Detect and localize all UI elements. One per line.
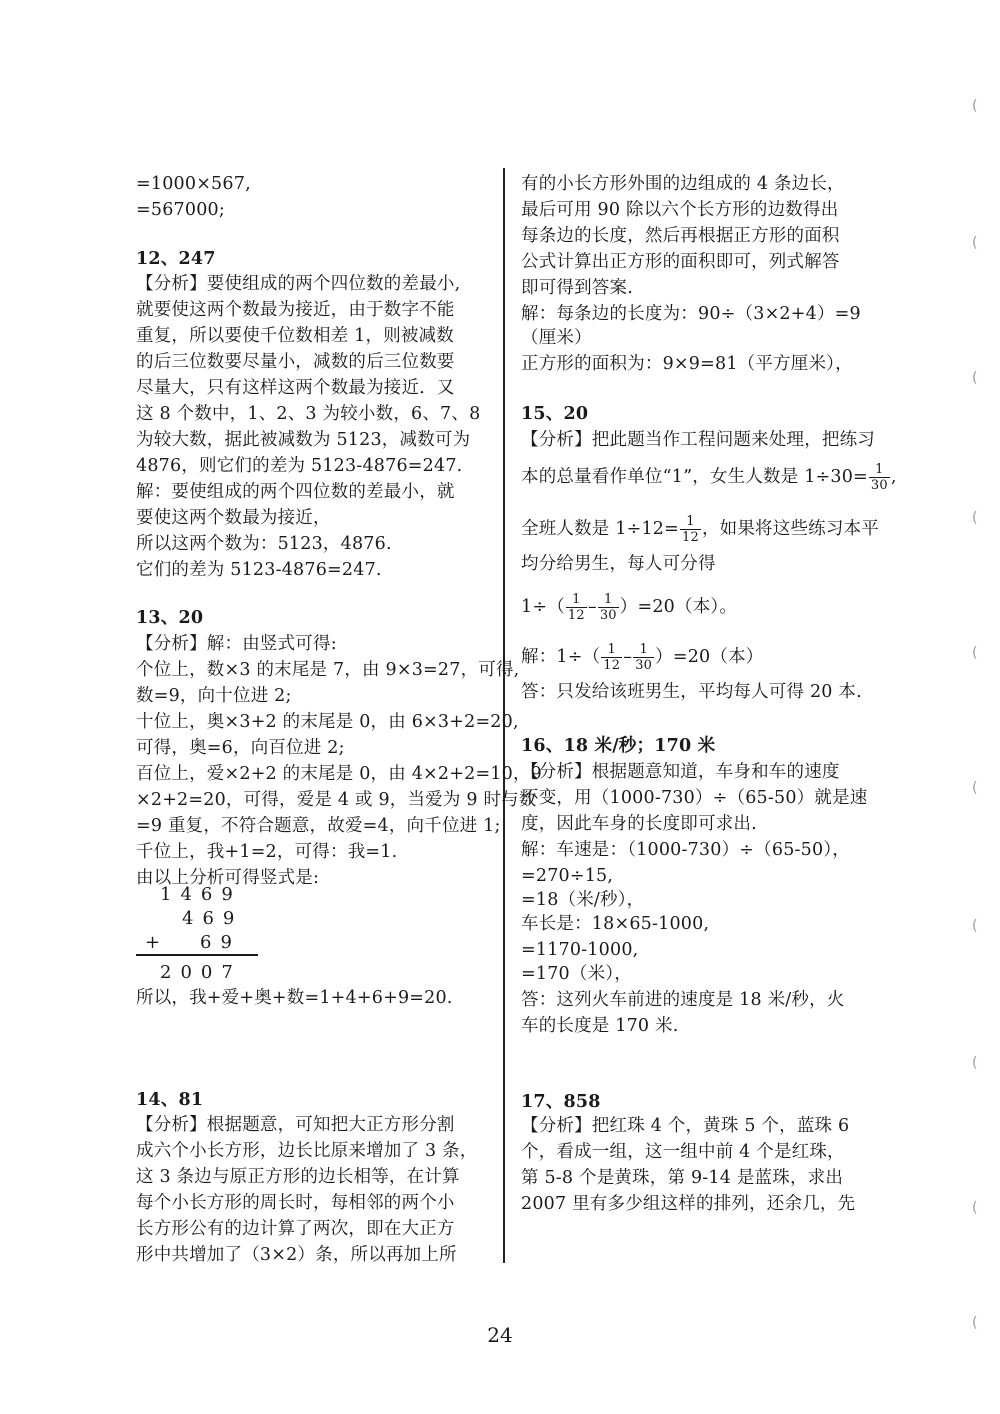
- text-line: 【分析】把红珠 4 个，黄珠 5 个，蓝珠 6: [521, 1116, 850, 1136]
- text-line: 不变，用（1000-730）÷（65-50）就是速: [521, 788, 868, 808]
- text-line: 可得，奥=6，向百位进 2;: [136, 738, 345, 758]
- fraction: $\frac{1}{30}$: [599, 592, 617, 623]
- problem-heading: 15、20: [521, 404, 589, 424]
- text-line: 最后可用 90 除以六个长方形的边数得出: [521, 200, 839, 220]
- text-line: 为较大数，据此被减数为 5123，减数可为: [136, 430, 471, 450]
- binder-mark-icon: (: [972, 645, 978, 661]
- binder-mark-icon: (: [972, 370, 978, 386]
- formula-line: 1÷（ $\frac{1}{12}$ – $\frac{1}{30}$ ）=20（本）。: [521, 592, 738, 623]
- text-line: 【分析】解：由竖式可得:: [136, 634, 337, 654]
- fraction: $\frac{1}{12}$: [682, 514, 699, 545]
- text-line: 尽量大，只有这样这两个数最为接近．又: [136, 378, 455, 398]
- vertical-calc-line: [136, 954, 258, 956]
- text-line: 数=9，向十位进 2;: [136, 686, 292, 706]
- text-line: 答：只发给该班男生，平均每人可得 20 本.: [521, 682, 862, 702]
- binder-mark-icon: (: [972, 510, 978, 526]
- problem-heading: 16、18 米/秒；170 米: [521, 736, 716, 756]
- binder-mark-icon: (: [972, 780, 978, 796]
- vertical-calc-row: 469: [182, 908, 244, 929]
- vertical-calc-row: 69: [200, 932, 241, 953]
- text-line: =170（米），: [521, 964, 632, 984]
- text-line: 这 3 条边与原正方形的边长相等，在计算: [136, 1167, 460, 1187]
- vertical-calc-sign: +: [145, 932, 170, 953]
- binder-mark-icon: (: [972, 235, 978, 251]
- text-line: 个，看成一组，这一组中前 4 个是红珠，: [521, 1142, 845, 1162]
- text-line: 要使这两个数最为接近，: [136, 508, 331, 528]
- text-line: 车长是：18×65-1000,: [521, 914, 710, 934]
- text-line: 正方形的面积为：9×9=81（平方厘米），: [521, 354, 853, 374]
- text-line: 均分给男生，每人可分得: [521, 554, 716, 574]
- text-line: 由以上分析可得竖式是:: [136, 868, 320, 888]
- text-line: 个位上，数×3 的末尾是 7，由 9×3=27，可得,: [136, 660, 520, 680]
- text-line: ×2+2=20，可得，爱是 4 或 9，当爱为 9 时与数: [136, 790, 537, 810]
- minus-sign: –: [623, 647, 633, 667]
- text-line: 重复，所以要使千位数相差 1，则被减数: [136, 326, 454, 346]
- text-line: 就要使这两个数最为接近，由于数字不能: [136, 300, 455, 320]
- text-line: 长方形公有的边计算了两次，即在大正方: [136, 1219, 455, 1239]
- fraction: $\frac{1}{30}$: [870, 462, 888, 493]
- text-line: 千位上，我+1=2，可得：我=1.: [136, 842, 398, 862]
- text-line: 度，因此车身的长度即可求出.: [521, 814, 757, 834]
- text-line: =270÷15,: [521, 866, 614, 886]
- text-line: 所以，我+爱+奥+数=1+4+6+9=20.: [136, 988, 453, 1008]
- binder-mark-icon: (: [972, 98, 978, 114]
- text-line: 成六个小长方形，边长比原来增加了 3 条，: [136, 1141, 478, 1161]
- text-line: 【分析】要使组成的两个四位数的差最小,: [136, 274, 461, 294]
- text-line: 【分析】根据题意，可知把大正方形分割: [136, 1115, 455, 1135]
- text-line: 每条边的长度，然后再根据正方形的面积: [521, 226, 840, 246]
- text-line: 【分析】根据题意知道，车身和车的速度: [521, 762, 840, 782]
- text-line: 它们的差为 5123-4876=247.: [136, 560, 382, 580]
- fraction: $\frac{1}{12}$: [603, 642, 621, 673]
- page-number: 24: [487, 1323, 513, 1347]
- text-line: 2007 里有多少组这样的排列，还余几，先: [521, 1194, 856, 1214]
- text-line: 的后三位数要尽量小，减数的后三位数要: [136, 352, 455, 372]
- text-line: 解：车速是：（1000-730）÷（65-50），: [521, 840, 850, 860]
- text-line: 即可得到答案.: [521, 278, 633, 298]
- text-line: =1000×567,: [136, 174, 251, 194]
- text-line: 形中共增加了（3×2）条，所以再加上所: [136, 1245, 457, 1265]
- fraction: $\frac{1}{30}$: [635, 642, 653, 673]
- problem-heading: 12、247: [136, 249, 216, 269]
- fraction: $\frac{1}{12}$: [567, 592, 585, 623]
- problem-heading: 17、858: [521, 1092, 601, 1112]
- problem-heading: 13、20: [136, 608, 204, 628]
- text-line: 第 5-8 个是黄珠，第 9-14 是蓝珠，求出: [521, 1168, 844, 1188]
- vertical-calc-result: 2007: [160, 962, 242, 983]
- text-line: 所以这两个数为：5123，4876.: [136, 534, 392, 554]
- binder-mark-icon: (: [972, 1055, 978, 1071]
- text-line: =9 重复，不符合题意，故爱=4，向千位进 1;: [136, 816, 501, 836]
- problem-heading: 14、81: [136, 1090, 204, 1110]
- text-line: 本的总量看作单位“1”，女生人数是 1÷30= $\frac{1}{30}$ ,: [521, 462, 897, 493]
- vertical-calc-row: 1469: [160, 884, 242, 905]
- text-line: 车的长度是 170 米.: [521, 1016, 679, 1036]
- text-line: 每个小长方形的周长时，每相邻的两个小: [136, 1193, 455, 1213]
- text-line: 十位上，奥×3+2 的末尾是 0，由 6×3+2=20,: [136, 712, 519, 732]
- text-line: 解：每条边的长度为：90÷（3×2+4）=9: [521, 304, 861, 324]
- text-line: 百位上，爱×2+2 的末尾是 0，由 4×2+2=10，9: [136, 764, 543, 784]
- text-line: （厘米）: [521, 328, 592, 348]
- text-line: 这 8 个数中，1、2、3 为较小数，6、7、8: [136, 404, 481, 424]
- text-line: 全班人数是 1÷12= $\frac{1}{12}$ ，如果将这些练习本平: [521, 514, 879, 545]
- text-line: 4876，则它们的差为 5123-4876=247.: [136, 456, 463, 476]
- text-line: 【分析】把此题当作工程问题来处理，把练习: [521, 430, 875, 450]
- minus-sign: –: [587, 597, 597, 617]
- text-line: 公式计算出正方形的面积即可，列式解答: [521, 252, 840, 272]
- text-line: =1170-1000,: [521, 940, 639, 960]
- binder-mark-icon: (: [972, 918, 978, 934]
- binder-mark-icon: (: [972, 1200, 978, 1216]
- text-line: 解：要使组成的两个四位数的差最小，就: [136, 482, 455, 502]
- text-line: =567000;: [136, 200, 225, 220]
- binder-mark-icon: (: [972, 1315, 978, 1331]
- text-line: =18（米/秒），: [521, 890, 645, 910]
- formula-line: 解：1÷（ $\frac{1}{12}$ – $\frac{1}{30}$ ）=20（本）: [521, 642, 764, 673]
- text-line: 答：这列火车前进的速度是 18 米/秒，火: [521, 990, 845, 1010]
- text-line: 有的小长方形外围的边组成的 4 条边长，: [521, 174, 845, 194]
